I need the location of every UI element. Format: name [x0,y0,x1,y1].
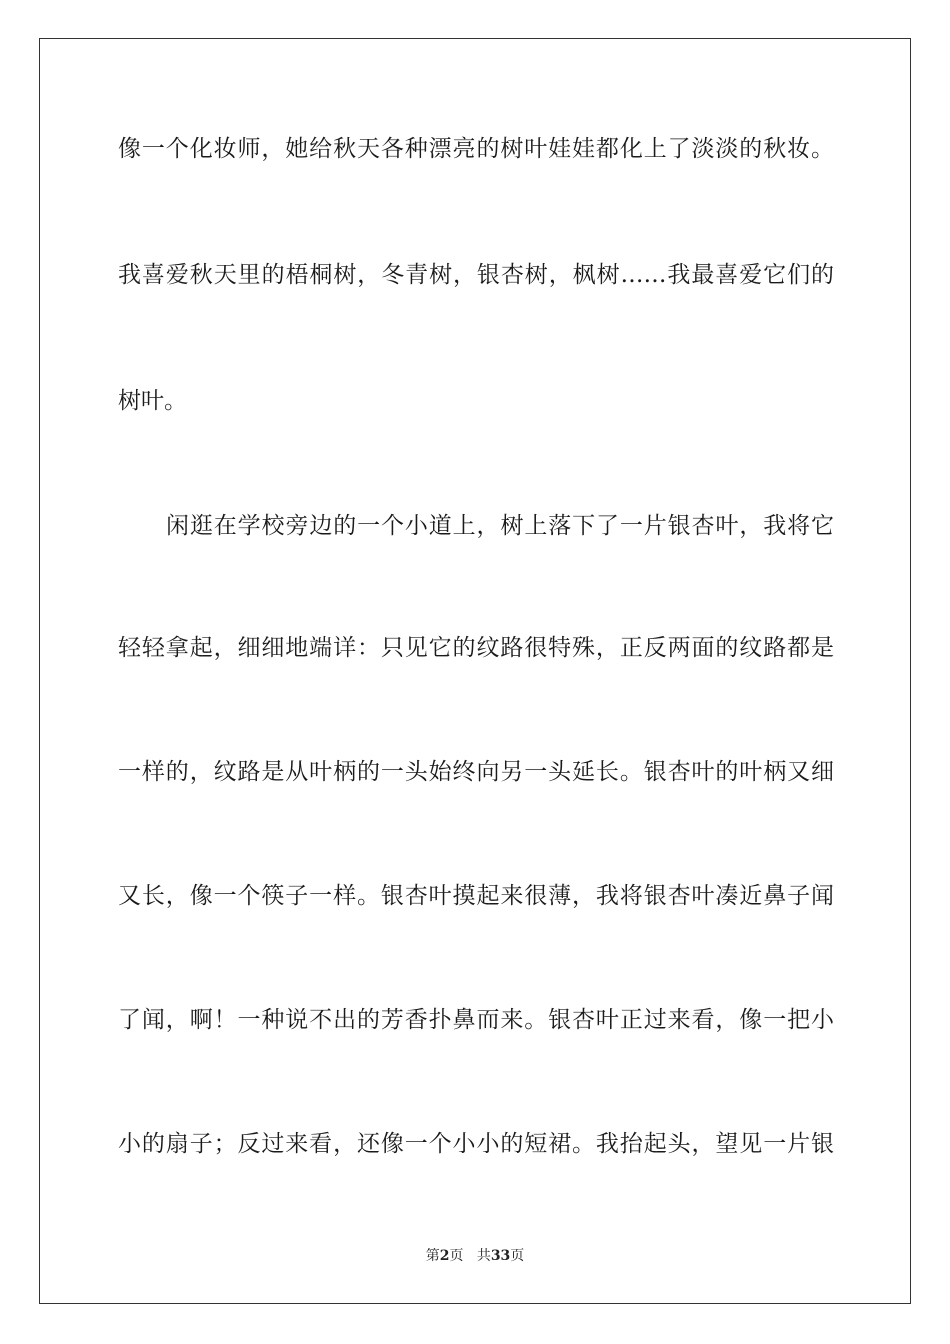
body-text-line: 一样的，纹路是从叶柄的一头始终向另一头延长。银杏叶的叶柄又细 [118,759,834,785]
body-text-line: 小的扇子；反过来看，还像一个小小的短裙。我抬起头，望见一片银 [118,1131,834,1157]
total-prefix: 共 [476,1248,491,1264]
page-footer [0,1246,950,1266]
body-text-line: 又长，像一个筷子一样。银杏叶摸起来很薄，我将银杏叶凑近鼻子闻 [118,883,834,909]
body-text-line: 树叶。 [118,388,187,414]
page-border [39,38,911,1304]
page-number: 2 [439,1248,450,1264]
body-text-line: 我喜爱秋天里的梧桐树，冬青树，银杏树，枫树……我最喜爱它们的 [118,262,834,288]
body-text-line: 了闻，啊！一种说不出的芳香扑鼻而来。银杏叶正过来看，像一把小 [118,1007,834,1033]
body-text-line: 像一个化妆师，她给秋天各种漂亮的树叶娃娃都化上了淡淡的秋妆。 [118,136,834,162]
page-prefix: 第 [425,1248,440,1264]
body-text-line: 轻轻拿起，细细地端详：只见它的纹路很特殊，正反两面的纹路都是 [118,635,834,661]
total-suffix: 页 [510,1248,525,1264]
total-pages: 33 [490,1248,511,1264]
paragraph-first-line: 闲逛在学校旁边的一个小道上，树上落下了一片银杏叶，我将它 [166,513,834,539]
page-suffix: 页 [449,1248,464,1264]
